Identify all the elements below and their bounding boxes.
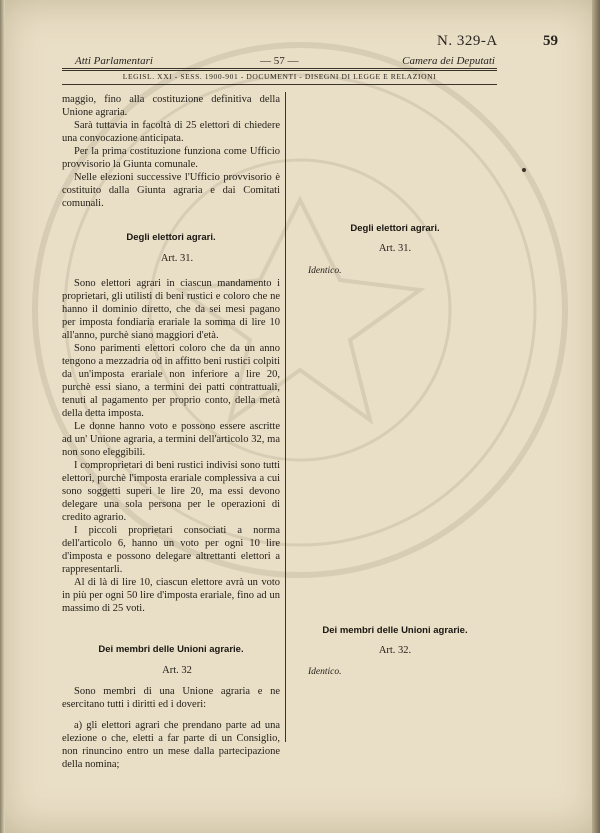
article-number: Art. 32. [378,645,412,656]
article-number: Art. 32 [162,665,192,676]
article-number: Art. 31. [160,253,194,264]
paragraph: a) gli elettori agrari che prendano parte ad una elezione o che, eletti a far parte di un Consiglio, non rinuncino entro un mese dalla partecipazione della nomina; [62,720,280,770]
identical-note: Identico. [308,667,342,677]
paragraph: Sono membri di una Unione agraria e ne esercitano tutti i diritti ed i doveri: [62,686,280,710]
paragraph: maggio, fino alla costituzione definitiva della Unione agraria. [62,94,280,118]
article-number: Art. 31. [378,243,412,254]
left-column [62,93,280,771]
header-rule-double [62,70,497,71]
paragraph: I comproprietari di beni rustici indivisi sono tutti elettori, purchè l'imposta erariale complessiva a cui sono soggetti superi le lire 20, ma essi devono delegare una sola persona per le operazioni di credito agrario. [62,460,280,523]
paragraph: Per la prima costituzione funziona come Ufficio provvisorio la Giunta comunale. [62,146,280,170]
paragraph: I piccoli proprietari consociati a norma dell'articolo 6, hanno un voto per ogni 10 lire d'imposta e possono delegare altrettanti elettori a rappresentarli. [62,525,280,575]
section-heading-members: Dei membri delle Unioni agrarie. [98,644,244,655]
header-subtitle: LEGISL. XXI - SESS. 1900-901 - DOCUMENTI - DISEGNI DI LEGGE E RELAZIONI [122,72,437,81]
paragraph: Al di là di lire 10, ciascun elettore avrà un voto in più per ogni 50 lire d'imposta erariale, fino ad un massimo di 25 voti. [62,577,280,614]
section-heading-electors: Degli elettori agrari. [126,232,216,243]
identical-note: Identico. [308,266,342,276]
page-right-edge [592,0,600,833]
page-number: 59 [543,33,558,49]
header-left: Atti Parlamentari [75,55,153,67]
paragraph: Le donne hanno voto e possono essere ascritte ad un' Unione agraria, a termini dell'articolo 32, ma non sono eleggibili. [62,421,280,458]
paragraph: Sarà tuttavia in facoltà di 25 elettori di chiedere una convocazione anticipata. [62,120,280,144]
page-left-edge [0,0,5,833]
column-divider [285,92,286,742]
document-number: N. 329-A [437,33,498,49]
running-header [75,55,495,69]
section-heading-members: Dei membri delle Unioni agrarie. [322,625,468,636]
paragraph: Sono parimenti elettori coloro che da un anno tengono a mezzadria od in affitto beni rustici colpiti da un'imposta erariale non inferiore a lire 20, purchè essi siano, a termini dei patti contrattuali, tenuti al pagamento per proprio conto, della metà della detta imposta. [62,343,280,419]
ink-dot [522,168,526,172]
paragraph: Sono elettori agrari in ciascun mandamento i proprietari, gli utilisti di beni rustici e coloro che ne hanno il dominio diretto, che da sei mesi pagano per imposta fondiaria erariale la somma di lire 10 all'anno, purchè siano maggiori d'età. [62,278,280,341]
paragraph: Nelle elezioni successive l'Ufficio provvisorio è costituito dalla Giunta agraria e dai Comitati comunali. [62,172,280,209]
section-heading-electors: Degli elettori agrari. [350,223,440,234]
header-right: Camera dei Deputati [402,55,495,67]
subtitle-rule [62,84,497,85]
header-page-number: — 57 — [260,55,299,67]
header-rule [62,68,497,69]
